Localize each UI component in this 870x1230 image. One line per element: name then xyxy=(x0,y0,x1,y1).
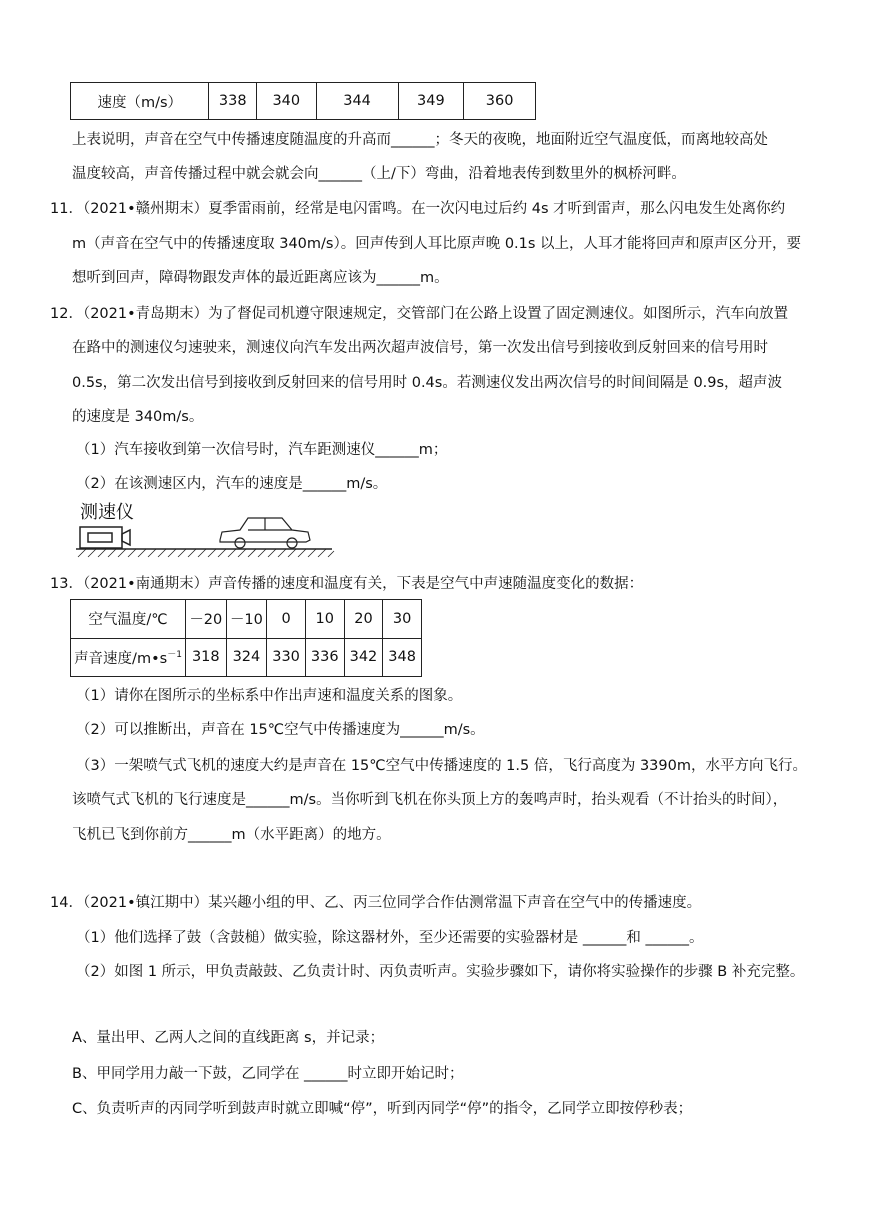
speed-label-cell: 速度（m/s） xyxy=(71,83,209,120)
question-13-sub: 飞机已飞到你前方______m（水平距离）的地方。 xyxy=(72,827,391,843)
table-cell: －10 xyxy=(226,600,267,639)
question-14-sub: （1）他们选择了鼓（含鼓槌）做实验，除这器材外，至少还需要的实验器材是 ______和 ______。 xyxy=(76,930,704,946)
table-row xyxy=(71,83,536,120)
speed-value-cell: 349 xyxy=(398,83,464,120)
table-cell: 0 xyxy=(267,600,306,639)
question-11-line: 11．（2021•赣州期末）夏季雷雨前，经常是电闪雷鸣。在一次闪电过后约 4s 才听到雷声，那么闪电发生处离你约 xyxy=(50,201,786,217)
table-row xyxy=(71,600,422,639)
text-line: 上表说明，声音在空气中传播速度随温度的升高而______；冬天的夜晚，地面附近空气温度低，而离地较高处 xyxy=(72,132,768,148)
question-13-sub: 该喷气式飞机的飞行速度是______m/s。当你听到飞机在你头顶上方的轰鸣声时，抬头观看（不计抬头的时间）， xyxy=(72,792,788,808)
table-cell: 330 xyxy=(267,638,306,677)
row-label-superscript: －1 xyxy=(167,649,182,660)
temperature-speed-table xyxy=(70,599,422,677)
text-line: 温度较高，声音传播过程中就会就会向______（上/下）弯曲，沿着地表传到数里外的枫桥河畔。 xyxy=(72,166,686,182)
question-12-line: 12．（2021•青岛期末）为了督促司机遵守限速规定，交管部门在公路上设置了固定测速仪。如图所示，汽车向放置 xyxy=(50,306,789,322)
step-c: C、负责听声的丙同学听到鼓声时就立即喊“停”，听到丙同学“停”的指令，乙同学立即按停秒表； xyxy=(72,1101,693,1117)
question-13-sub: （1）请你在图所示的坐标系中作出声速和温度关系的图象。 xyxy=(76,688,463,704)
question-14-line: 14．（2021•镇江期中）某兴趣小组的甲、乙、丙三位同学合作估测常温下声音在空气中的传播速度。 xyxy=(50,895,702,911)
table-cell: 342 xyxy=(344,638,383,677)
table-cell: －20 xyxy=(185,600,226,639)
question-12-sub: （2）在该测速区内，汽车的速度是______m/s。 xyxy=(76,476,388,492)
table-cell: 30 xyxy=(383,600,422,639)
question-12-line: 在路中的测速仪匀速驶来，测速仪向汽车发出两次超声波信号，第一次发出信号到接收到反射回来的信号用时 xyxy=(72,340,768,356)
speed-meter-figure xyxy=(70,512,340,560)
speed-meter-label: 测速仪 xyxy=(80,502,134,523)
step-b: B、甲同学用力敲一下鼓，乙同学在 ______时立即开始记时； xyxy=(72,1066,464,1082)
question-14-sub: （2）如图 1 所示，甲负责敲鼓、乙负责计时、丙负责听声。实验步骤如下，请你将实验操作的步骤 B 补充完整。 xyxy=(76,964,805,980)
speed-table xyxy=(70,82,536,120)
question-12-sub: （1）汽车接收到第一次信号时，汽车距测速仪______m； xyxy=(76,442,448,458)
speed-meter-device xyxy=(80,527,130,548)
question-13-line: 13．（2021•南通期末）声音传播的速度和温度有关，下表是空气中声速随温度变化的数据： xyxy=(50,576,644,592)
speed-value-cell: 360 xyxy=(464,83,536,120)
table-cell: 324 xyxy=(226,638,267,677)
question-11-line: m（声音在空气中的传播速度取 340m/s）。回声传到人耳比原声晚 0.1s 以上，人耳才能将回声和原声区分开，要 xyxy=(72,236,802,252)
step-a: A、量出甲、乙两人之间的直线距离 s，并记录； xyxy=(72,1030,385,1046)
speed-value-cell: 338 xyxy=(209,83,257,120)
question-12-line: 0.5s，第二次发出信号到接收到反射回来的信号用时 0.4s。若测速仪发出两次信号的时间间隔是 0.9s，超声波 xyxy=(72,375,783,391)
speed-value-cell: 340 xyxy=(256,83,316,120)
row-label-cell: 空气温度/℃ xyxy=(71,600,186,639)
speed-value-cell: 344 xyxy=(316,83,398,120)
car xyxy=(220,518,310,548)
question-11-line: 想听到回声，障碍物跟发声体的最近距离应该为______m。 xyxy=(72,270,449,286)
question-12-line: 的速度是 340m/s。 xyxy=(72,409,204,425)
table-row xyxy=(71,638,422,677)
row-label-text: 声音速度/m•s xyxy=(74,650,168,667)
ground xyxy=(76,549,334,557)
table-cell: 10 xyxy=(305,600,344,639)
table-cell: 318 xyxy=(185,638,226,677)
row-label-cell xyxy=(71,638,186,677)
question-13-sub: （3）一架喷气式飞机的速度大约是声音在 15℃空气中传播速度的 1.5 倍，飞行高度为 3390m，水平方向飞行。 xyxy=(76,758,807,774)
question-13-sub: （2）可以推断出，声音在 15℃空气中传播速度为______m/s。 xyxy=(76,722,485,738)
table-cell: 20 xyxy=(344,600,383,639)
table-cell: 348 xyxy=(383,638,422,677)
table-cell: 336 xyxy=(305,638,344,677)
